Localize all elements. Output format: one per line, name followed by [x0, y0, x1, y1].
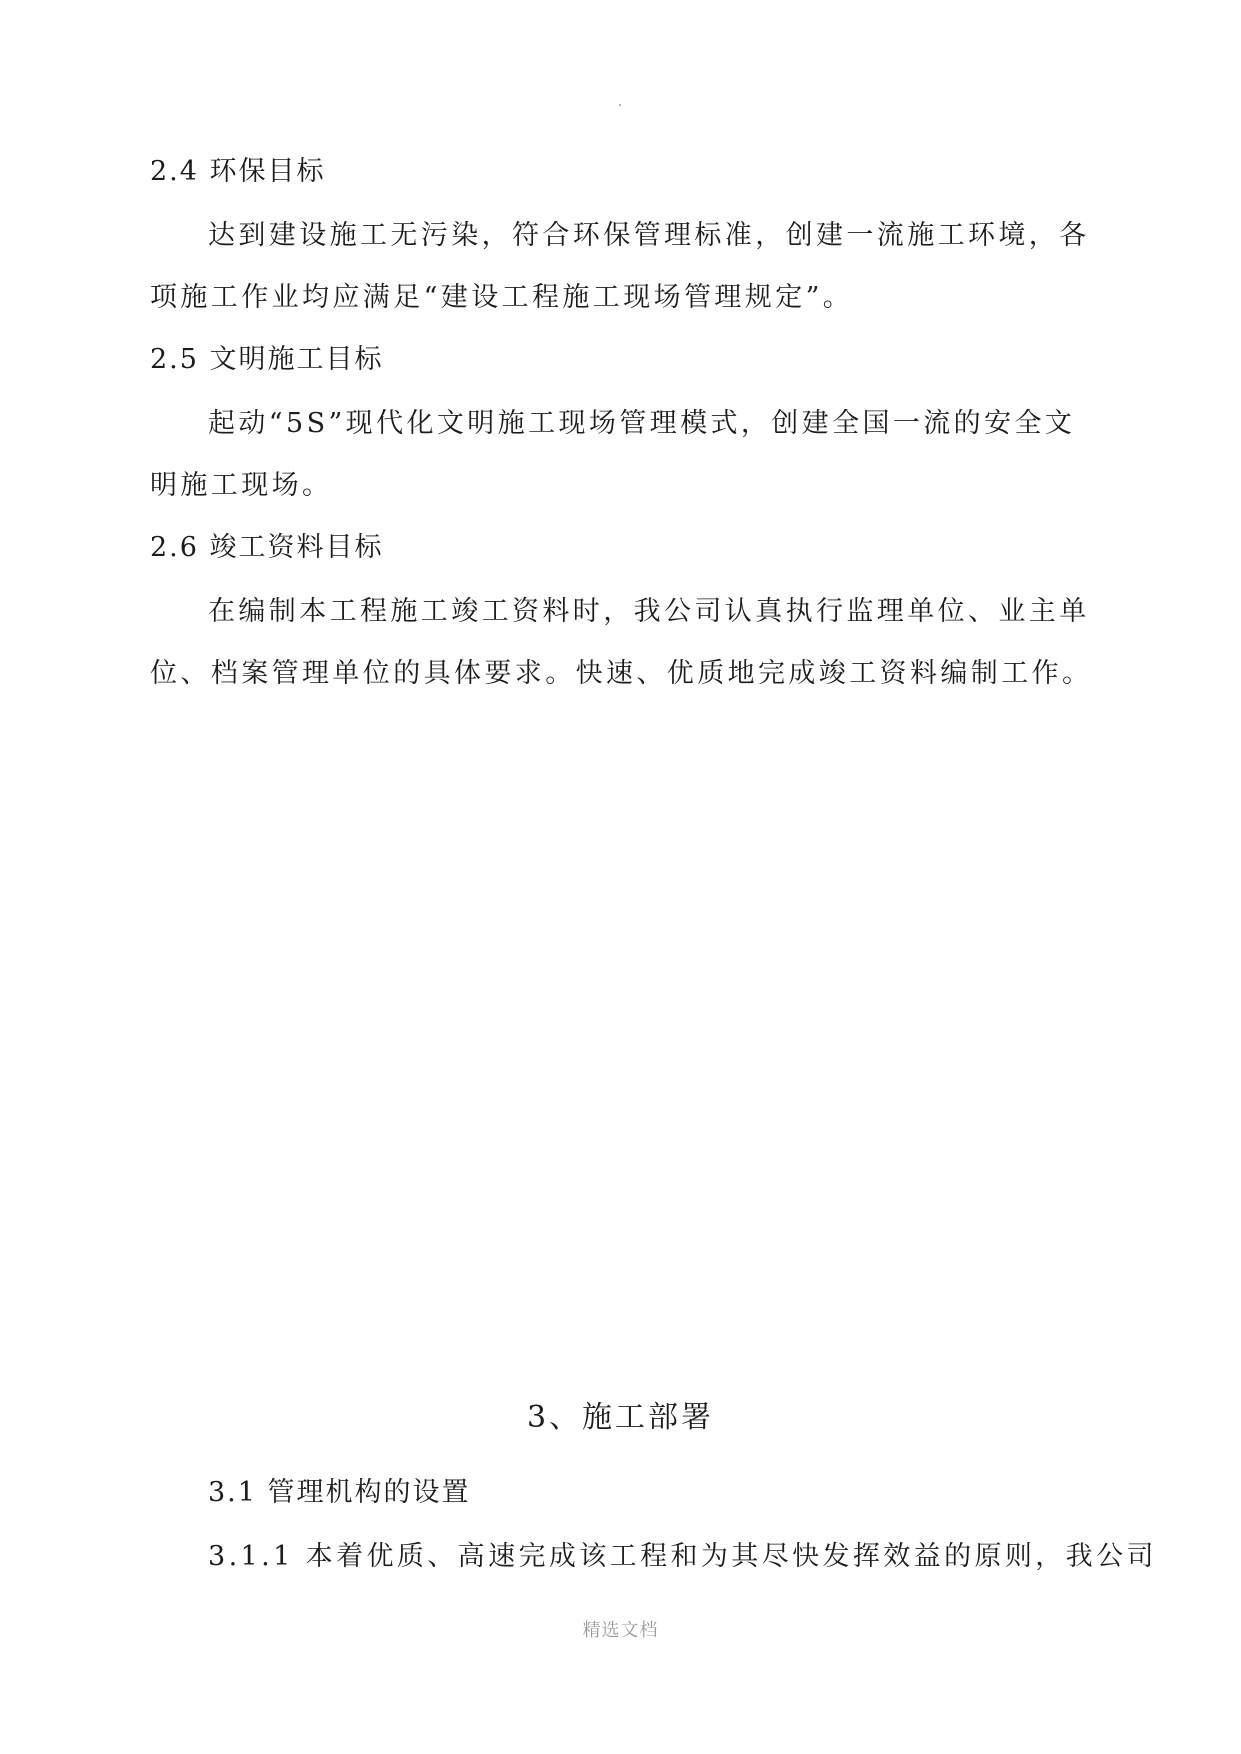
- chapter-3-title: 3、施工部署: [526, 1400, 715, 1435]
- section-3-1-heading: 3.1 管理机构的设置: [208, 1477, 471, 1508]
- footer-text: 精选文档: [582, 1620, 659, 1641]
- section-2-5-heading: 2.5 文明施工目标: [150, 344, 384, 375]
- section-2-4-heading: 2.4 环保目标: [150, 156, 326, 187]
- section-2-6-line-1: 在编制本工程施工竣工资料时，我公司认真执行监理单位、业主单: [208, 596, 1090, 627]
- header-dot: [619, 104, 621, 106]
- section-2-4-line-1: 达到建设施工无污染，符合环保管理标准，创建一流施工环境，各: [208, 220, 1090, 251]
- section-2-6-line-2: 位、档案管理单位的具体要求。快速、优质地完成竣工资料编制工作。: [150, 658, 1093, 689]
- section-2-5-line-1: 起动“5S”现代化文明施工现场管理模式，创建全国一流的安全文: [208, 408, 1076, 439]
- section-2-6-heading: 2.6 竣工资料目标: [150, 532, 384, 563]
- section-3-1-1-line: 3.1.1 本着优质、高速完成该工程和为其尽快发挥效益的原则，我公司: [208, 1541, 1157, 1572]
- section-2-5-line-2: 明施工现场。: [150, 470, 333, 501]
- section-2-4-line-2: 项施工作业均应满足“建设工程施工现场管理规定”。: [150, 282, 854, 313]
